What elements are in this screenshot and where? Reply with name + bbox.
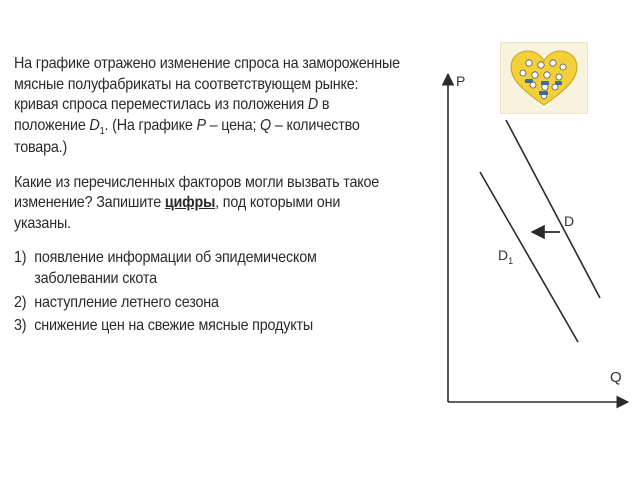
answer-options: [14, 248, 400, 336]
y-axis-label: P: [456, 73, 466, 89]
x-axis-label: Q: [610, 369, 622, 386]
demand-curve-d: [506, 120, 600, 298]
task-text: [14, 54, 400, 340]
demand-curve-d1: [480, 172, 578, 342]
demand-shift-graph: [438, 60, 634, 410]
answer-option: 3) снижение цен на свежие мясные продукты: [14, 317, 313, 335]
answer-option: 1) появление информации об эпидемическом заболевании скота: [14, 249, 317, 287]
curve-d-label: D: [564, 213, 575, 229]
task-question: Какие из перечисленных факторов могли вызвать такое изменение? Запишите цифры, под которыми они указаны.: [14, 173, 380, 232]
answer-option: 2) наступление летнего сезона: [14, 293, 219, 311]
curve-d1-label: $D_1$: [498, 247, 514, 266]
task-intro: На графике отражено изменение спроса на замороженные мясные полуфабрикаты на соответствующем рынке: кривая спроса переместилась из положения D в положение $D_1$. (На графике P – цена; Q – количество товара.): [14, 55, 400, 157]
